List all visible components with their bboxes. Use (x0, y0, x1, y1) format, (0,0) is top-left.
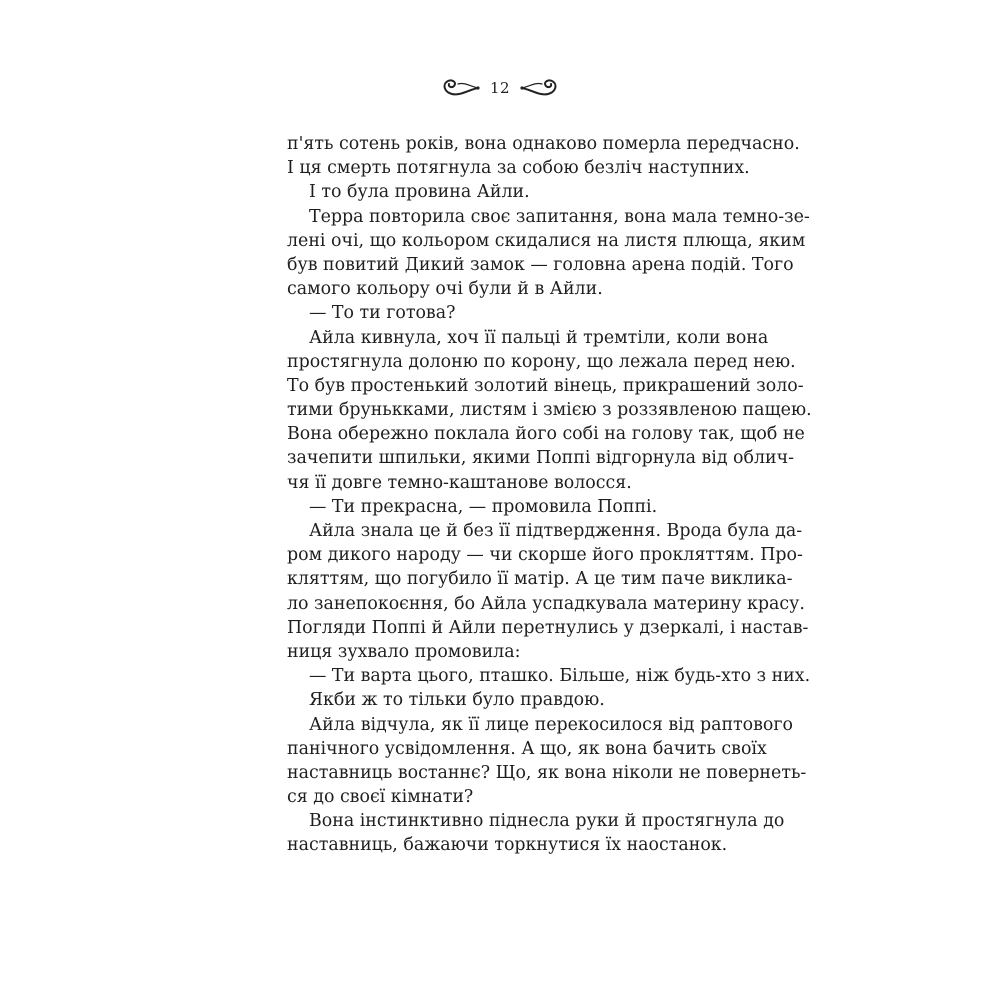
text-line: наставниць, бажаючи торкнутися їх наостанок. (287, 835, 728, 856)
text-line: І то була провина Айли. (309, 182, 530, 203)
text-line: І ця смерть потягнула за собою безліч наступних. (287, 158, 750, 179)
page-header (0, 72, 1000, 104)
text-line: Погляди Поппі й Айли перетнулись у дзеркалі, і настав- (287, 617, 809, 638)
text-line: Вона інстинктивно піднесла руки й простягнула до (309, 811, 785, 832)
text-line: кляттям, що погубило її матір. А це тим паче виклика- (287, 569, 793, 590)
text-line: чя її довге темно-каштанове волосся. (287, 472, 632, 493)
text-line: панічного усвідомлення. А що, як вона бачить своїх (287, 738, 767, 759)
swirl-ornament-icon (520, 74, 566, 102)
text-line: Айла кивнула, хоч її пальці й тремтіли, коли вона (309, 327, 769, 348)
text-line: Якби ж то тільки було правдою. (309, 690, 605, 711)
text-line: був повитий Дикий замок — головна арена подій. Того (287, 254, 794, 275)
text-line: простягнула долоню по корону, що лежала перед нею. (287, 351, 796, 372)
text-line: ром дикого народу — чи скорше його прокляттям. Про- (287, 545, 803, 566)
text-line: — Ти варта цього, пташко. Більше, ніж будь-хто з них. (309, 666, 811, 687)
body-text (287, 132, 812, 858)
text-line: п'ять сотень років, вона однаково померла передчасно. (287, 134, 800, 154)
text-line: лені очі, що кольором скидалися на листя плюща, яким (287, 230, 806, 251)
text-line: Терра повторила своє запитання, вона мала темно-зе- (309, 206, 810, 227)
text-line: То був простенький золотий вінець, прикрашений золо- (287, 375, 804, 396)
text-line: Вона обережно поклала його собі на голову так, щоб не (287, 424, 805, 445)
swirl-ornament-icon (434, 74, 480, 102)
text-line: Айла відчула, як її лице перекосилося від раптового (309, 714, 793, 735)
text-line: зачепити шпильки, якими Поппі відгорнула від облич- (287, 448, 795, 469)
page-number: 12 (489, 79, 511, 97)
text-line: наставниць востаннє? Що, як вона ніколи не повернеть- (287, 762, 807, 783)
text-line: ниця зухвало промовила: (287, 641, 521, 662)
text-line: тими брунькками, листям і змією з роззявленою пащею. (287, 400, 812, 421)
text-line: — То ти готова? (309, 303, 456, 324)
text-line: — Ти прекрасна, — промовила Поппі. (309, 496, 658, 517)
text-line: самого кольору очі були й в Айли. (287, 279, 603, 300)
text-line: ся до своєї кімнати? (287, 787, 474, 808)
text-line: ло занепокоєння, бо Айла успадкувала материну красу. (287, 593, 805, 614)
text-line: Айла знала це й без її підтвердження. Врода була да- (309, 521, 803, 541)
